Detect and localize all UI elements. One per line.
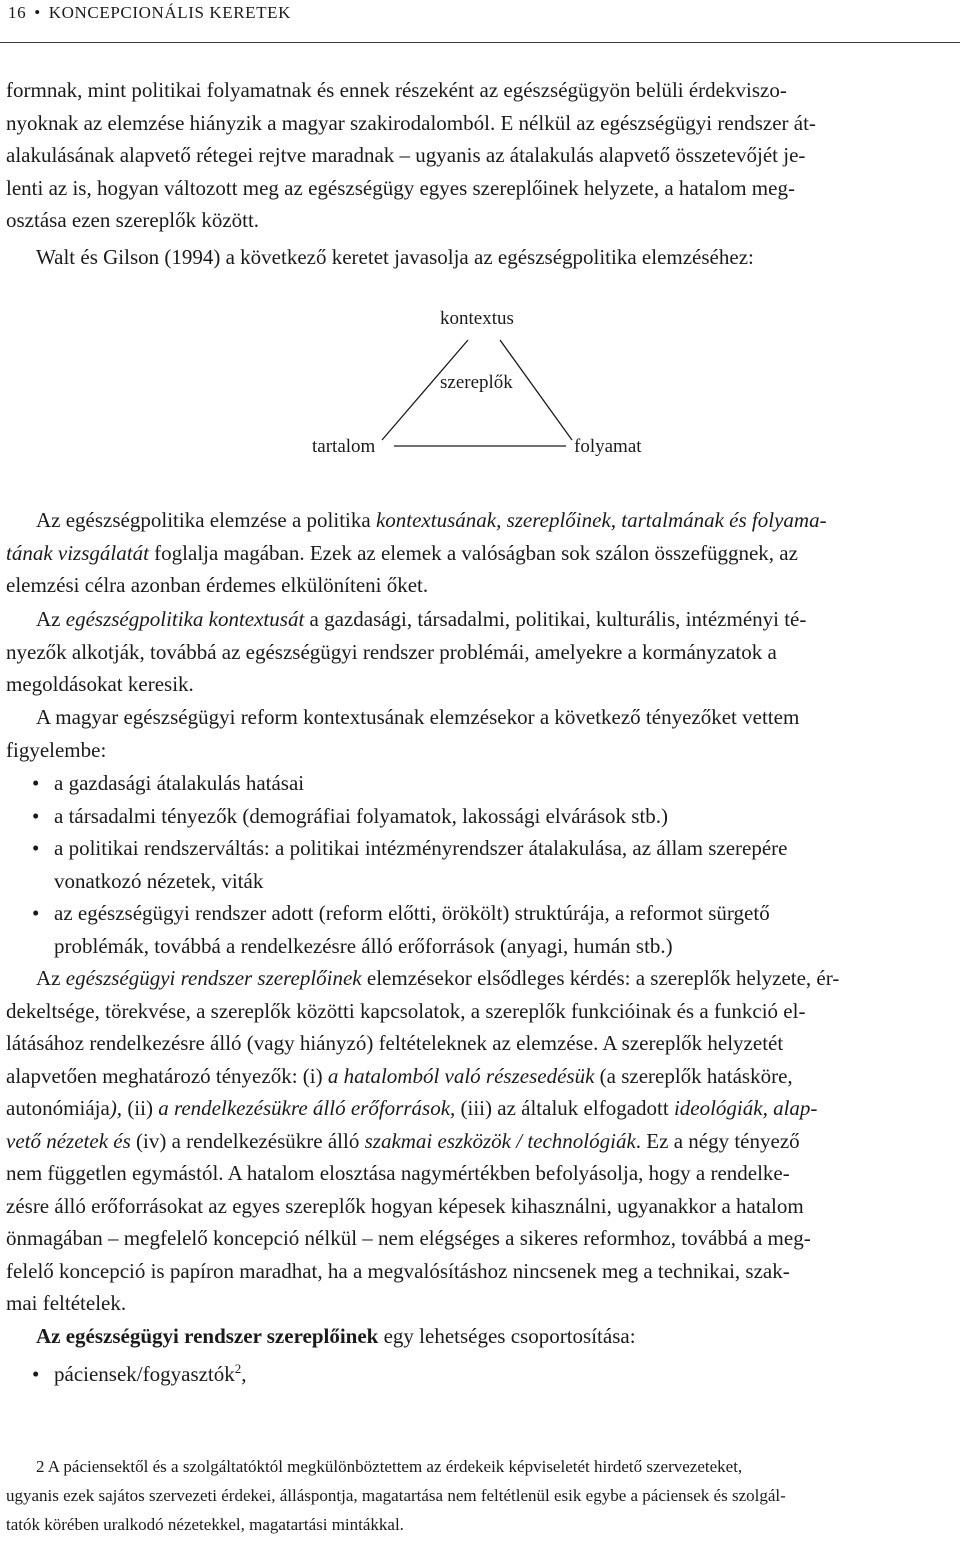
text-line: alakulásának alapvető rétegei rejtve maradnak – ugyanis az átalakulás alapvető összetevőjét je-	[6, 143, 806, 167]
text-line: megoldásokat keresik.	[6, 672, 194, 696]
diagram-label-content: tartalom	[312, 436, 376, 457]
text-line: lenti az is, hogyan változott meg az egészségügy egyes szereplőinek helyzete, a hatalom meg-	[6, 175, 795, 200]
italic-run: egészségpolitika kontextusát	[65, 607, 305, 631]
text-run: . Ez a négy tényező	[635, 1128, 800, 1153]
diagram-label-context: kontextus	[440, 308, 514, 329]
text-line: elemzési célra azonban érdemes elkülöníteni őket.	[6, 573, 429, 597]
text-run: (iv) a rendelkezésükre álló	[130, 1128, 365, 1153]
text-line: dekeltsége, törekvése, a szereplők közötti kapcsolatok, a szereplők funkcióinak és a funkció el-	[6, 998, 806, 1023]
bullet-symbol: •	[32, 901, 40, 925]
text-run: (a szereplők hatásköre,	[594, 1063, 793, 1088]
italic-run: szakmai eszközök / technológiák	[364, 1128, 636, 1153]
text-line	[6, 1092, 956, 1125]
text-line	[6, 962, 956, 995]
footnote	[6, 1452, 956, 1539]
list-item	[6, 1353, 956, 1391]
italic-run: a hatalomból való részesedésük	[327, 1063, 595, 1088]
factor-list	[6, 767, 956, 962]
text-line	[6, 504, 956, 537]
diagram-label-process: folyamat	[574, 436, 642, 457]
italic-run: és	[108, 1128, 131, 1153]
text-line: figyelembe:	[6, 737, 107, 762]
paragraph-factors	[6, 701, 956, 766]
text-line	[6, 603, 956, 636]
paragraph-context	[6, 603, 956, 701]
bullet-symbol: •	[32, 803, 40, 828]
list-item	[6, 800, 956, 833]
text-line: zésre álló erőforrásokat az egyes szereplők hogyan képesek kihasználni, ugyanakkor a hatalom	[6, 1193, 804, 1218]
footnote-line: ugyanis ezek sajátos szervezeti érdekei, álláspontja, magatartása nem feltétlenül esik egybe a páciensek és szolgál-	[6, 1486, 786, 1505]
policy-triangle-diagram	[290, 300, 670, 470]
italic-run: egészségügyi rendszer szereplőinek	[65, 966, 362, 990]
footnote-line: tatók körében uralkodó nézetekkel, magatartási mintákkal.	[6, 1515, 404, 1534]
italic-run: ideológiák, alap-	[673, 1096, 818, 1120]
header-rule	[0, 42, 960, 43]
diagram-label-actors: szereplők	[440, 372, 513, 393]
italic-run: a rendelkezésükre álló erőforrások,	[158, 1096, 456, 1120]
footnote-line	[6, 1452, 956, 1481]
list-item-text: az egészségügyi rendszer adott (reform előtti, örökölt) struktúrája, a reformot sürgető	[54, 901, 770, 925]
footnote-ref[interactable]: 2	[234, 1361, 242, 1376]
text-line: nem független egymástól. A hatalom elosztása nagymértékben befolyásolja, hogy a rendelke-	[6, 1161, 790, 1185]
text-run: (ii)	[122, 1096, 159, 1120]
running-head	[8, 0, 291, 28]
text-line: osztása ezen szereplők között.	[6, 208, 260, 232]
text-line	[6, 1060, 956, 1093]
italic-run: ),	[109, 1096, 123, 1120]
running-title: KONCEPCIONÁLIS KERETEK	[48, 3, 291, 22]
italic-run: vető nézetek	[6, 1128, 109, 1153]
paragraph-framework-intro: Walt és Gilson (1994) a következő keretet javasolja az egészségpolitika elemzéséhez:	[36, 245, 754, 269]
text-run: Az	[36, 607, 66, 631]
list-item-text: a politikai rendszerváltás: a politikai intézményrendszer átalakulása, az állam szerepére	[54, 836, 788, 860]
bullet-symbol: •	[32, 1362, 40, 1386]
text-line	[6, 537, 956, 570]
text-line: A magyar egészségügyi reform kontextusának elemzésekor a következő tényezőket vettem	[36, 705, 800, 729]
text-line	[6, 1125, 956, 1158]
text-line: formnak, mint politikai folyamatnak és ennek részeként az egészségügyön belüli érdekviszo-	[6, 78, 787, 102]
list-item	[6, 767, 956, 800]
text-line: felelő koncepció is papíron maradhat, ha a megvalósításhoz nincsenek meg a technikai, szak-	[6, 1258, 790, 1283]
list-item-text: a gazdasági átalakulás hatásai	[54, 771, 305, 795]
list-item-text: problémák, továbbá a rendelkezésre álló erőforrások (anyagi, humán stb.)	[54, 933, 673, 958]
text-run: a gazdasági, társadalmi, politikai, kulturális, intézményi té-	[304, 607, 807, 631]
list-item	[6, 897, 956, 962]
header-bullet: •	[34, 3, 41, 22]
italic-run: kontextusának, szereplőinek, tartalmának és folyama-	[375, 508, 827, 532]
list-item-text: páciensek/fogyasztók	[54, 1362, 235, 1386]
list-item-text: a társadalmi tényezők (demográfiai folyamatok, lakossági elvárások stb.)	[54, 803, 669, 828]
text-run: ,	[241, 1362, 247, 1386]
text-line: nyoknak az elemzése hiányzik a magyar szakirodalomból. E nélkül az egészségügyi rendszer át-	[6, 110, 816, 135]
actor-group-list	[6, 1353, 956, 1391]
bullet-symbol: •	[32, 836, 40, 860]
text-line	[6, 1320, 956, 1353]
paragraph-intro	[6, 74, 956, 237]
text-line: látásához rendelkezésre álló (vagy hiányzó) feltételeknek az elemzése. A szereplők helyzetét	[6, 1031, 784, 1055]
paragraph-actor-groups	[6, 1320, 956, 1353]
text-run: Az egészségpolitika elemzése a politika	[36, 508, 376, 532]
text-run: (iii) az általuk elfogadott	[455, 1096, 674, 1120]
text-run: alapvetően meghatározó tényezők: (i)	[6, 1063, 328, 1088]
paragraph-actors	[6, 962, 956, 1320]
text-run: foglalja magában. Ezek az elemek a valóságban sok szálon összefüggnek, az	[148, 540, 798, 565]
italic-run: tának vizsgálatát	[6, 540, 149, 565]
text-run: elemzésekor elsődleges kérdés: a szereplők helyzete, ér-	[361, 966, 840, 990]
text-run: egy lehetséges csoportosítása:	[378, 1324, 636, 1348]
list-item-text: vonatkozó nézetek, viták	[54, 868, 264, 893]
bold-run: Az egészségügyi rendszer szereplőinek	[36, 1324, 379, 1348]
footnote-number: 2	[36, 1457, 45, 1476]
text-run: Az	[36, 966, 66, 990]
bullet-symbol: •	[32, 771, 40, 795]
list-item	[6, 832, 956, 897]
text-run: autonómiája	[6, 1096, 110, 1120]
text-line: mai feltételek.	[6, 1291, 127, 1315]
text-run: A páciensektől és a szolgáltatóktól megkülönböztettem az érdekeik képviseletét hirdető szervezeteket,	[44, 1457, 743, 1476]
page-number: 16	[8, 3, 27, 22]
paragraph-analysis	[6, 504, 956, 602]
text-line: nyezők alkotják, továbbá az egészségügyi rendszer problémái, amelyekre a kormányzatok a	[6, 639, 777, 664]
text-line: önmagában – megfelelő koncepció nélkül – nem elégséges a sikeres reformhoz, továbbá a meg-	[6, 1226, 811, 1250]
